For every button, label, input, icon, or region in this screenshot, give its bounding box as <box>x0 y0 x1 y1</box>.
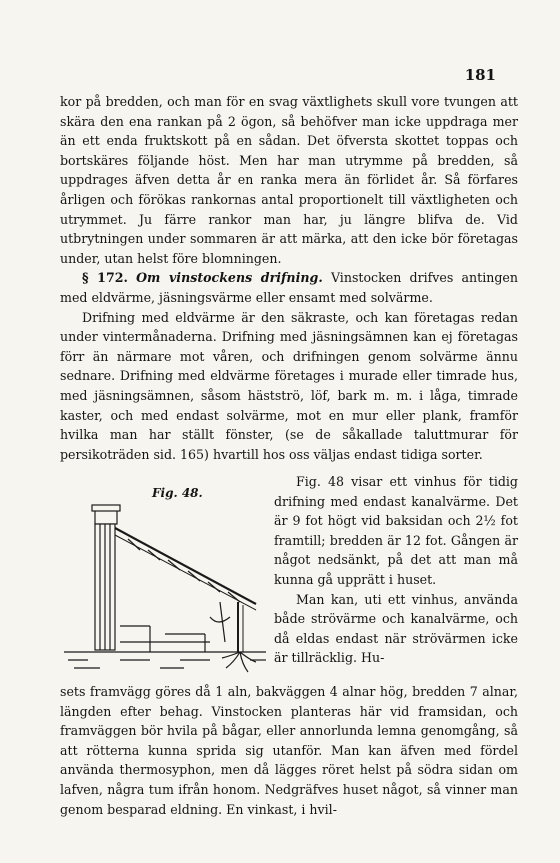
section-intro: Vinstocken drifves antingen med eldvärme, jäsningsvärme eller ensamt med solvärme. <box>60 270 518 305</box>
section-title: Om vinstockens drifning. <box>136 270 323 286</box>
page-number: 181 <box>464 66 496 84</box>
figure-area <box>60 472 518 682</box>
section-number: § 172. <box>82 270 128 286</box>
paragraph: Drifning med eldvärme är den säkraste, och kan företagas redan under vintermånaderna. Drifning med jäsningsämnen kan ej företagas förr än närmare mot våren, och drifningen genom solvärme ännu sednare. Drifning med eldvärme företages i murade eller timrade hus, med jäsningsämnen, såsom hästströ, löf, bark m. m. i låga, timrade kaster, och med endast solvärme, mot en mur eller plank, framför hvilka man har ställt fönster, (se de såkallade taluttmurar för persikoträden sid. 165) hvartill hos oss väljas endast tidiga sorter. <box>60 309 518 462</box>
section-paragraph <box>60 268 518 307</box>
figure-caption-paragraph: Fig. 48 visar ett vinhus för tidig drifning med endast kanalvärme. Det är 9 fot högt vid baksidan och 2½ fot framtill; bredden är 12 fot. Gången är något nedsänkt, på det att man må kunna gå upprätt i huset. <box>274 474 518 587</box>
figure-caption-paragraph: Man kan, uti ett vinhus, använda både strövärme och kanalvärme, och då eldas endast när strövärmen icke är tillräcklig. Hu- <box>274 591 518 666</box>
vinery-illustration <box>60 502 270 678</box>
body-text-top <box>60 92 518 464</box>
body-text-bottom <box>60 682 518 819</box>
figure-description <box>274 472 518 668</box>
paragraph: kor på bredden, och man för en svag växtlighets skull vore tvungen att skära den ena rankan på 2 ögon, så behöfver man icke uppdraga mer än ett enda fruktskott på en sådan. Det öfversta skottet toppas och bortskäres följande höst. Men har man utrymme på bredden, så uppdrages äfven detta år en ranka mera än förlidet år. Så förfares årligen och förökas rankornas antal proportionelt till växtligheten och utrymmet. Ju färre rankor man har, ju längre blifva de. Vid utbrytningen under sommaren är att märka, att den icke bör företagas under, utan helst före blomningen. <box>60 94 518 266</box>
paragraph: sets framvägg göres då 1 aln, bakväggen 4 alnar hög, bredden 7 alnar, längden efter behag. Vinstocken planteras här vid framsidan, och framväggen bör hvila på bågar, eller annorlunda lemna genomgång, så att rötterna kunna sprida sig utanför. Man kan äfven med fördel använda thermosyphon, men då lägges röret helst på södra sidan om lafven, några tum ifrån honom. Nedgräfves huset något, så vinner man genom besparad eldning. En vinkast, i hvil- <box>60 684 518 817</box>
figure-label: Fig. 48. <box>152 486 203 500</box>
